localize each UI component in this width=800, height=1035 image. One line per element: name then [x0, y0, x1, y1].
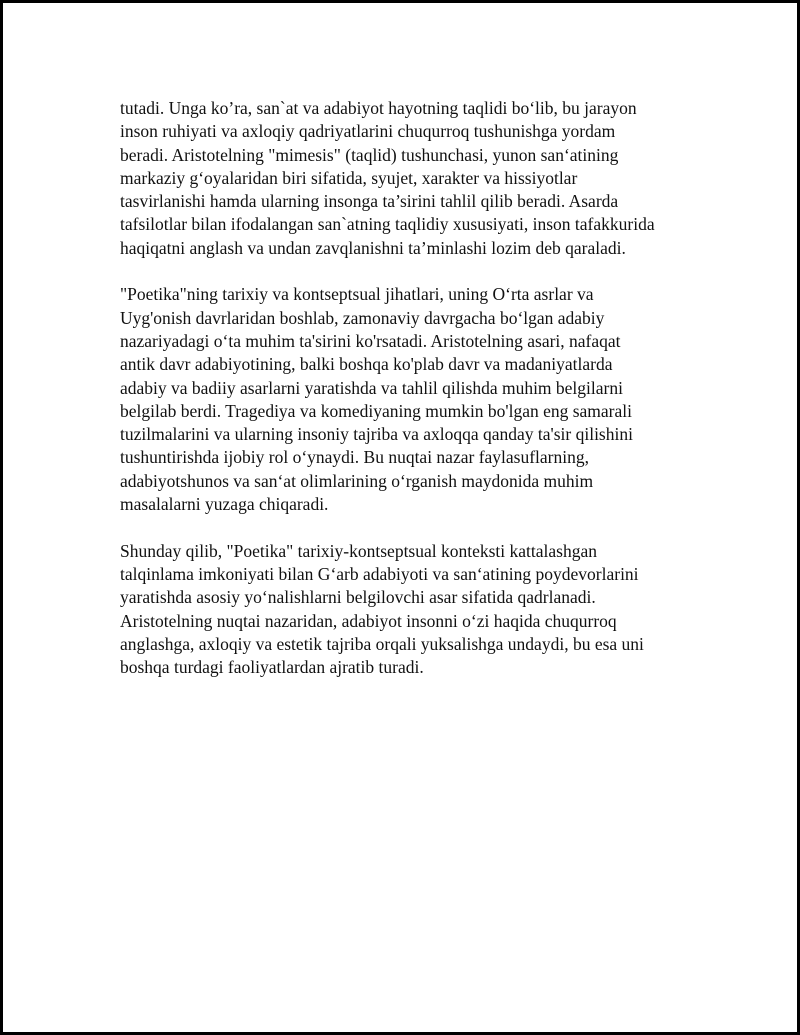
paragraph-1-line-1: tutadi. Unga ko’ra, san`at va adabiyot hayotning taqlidi boʻlib, bu jarayon — [120, 98, 637, 118]
paragraph-1 — [120, 97, 695, 260]
paragraph-3-line-1: Shunday qilib, "Poetika" tarixiy-kontseptsual konteksti kattalashgan — [120, 540, 597, 561]
paragraph-3 — [120, 540, 695, 680]
document-body — [120, 97, 695, 703]
paragraph-2 — [120, 283, 695, 516]
paragraph-2-line-10: masalalarni yuzaga chiqaradi. — [120, 494, 329, 515]
paragraph-3-line-5: anglashga, axloqiy va estetik tajriba orqali yuksalishga undaydi, bu esa uni — [120, 633, 644, 654]
paragraph-1-line-3: beradi. Aristotelning "mimesis" (taqlid) tushunchasi, yunon sanʻatining — [120, 144, 619, 165]
paragraph-2-line-2: Uyg'onish davrlaridan boshlab, zamonaviy davrgacha boʻlgan adabiy — [120, 307, 605, 328]
paragraph-2-line-7: tuzilmalarini va ularning insoniy tajriba va axloqqa qanday ta'sir qilishini — [120, 424, 633, 445]
paragraph-2-line-3: nazariyadagi oʻta muhim ta'sirini ko'rsatadi. Aristotelning asari, nafaqat — [120, 330, 621, 351]
paragraph-3-line-3: yaratishda asosiy yoʻnalishlarni belgilovchi asar sifatida qadrlanadi. — [120, 587, 596, 608]
paragraph-3-line-6: boshqa turdagi faoliyatlardan ajratib turadi. — [120, 657, 424, 678]
paragraph-2-line-8: tushuntirishda ijobiy rol oʻynaydi. Bu nuqtai nazar faylasuflarning, — [120, 447, 589, 468]
paragraph-2-line-1: "Poetika"ning tarixiy va kontseptsual jihatlari, uning Oʻrta asrlar va — [120, 284, 594, 305]
paragraph-2-line-9: adabiyotshunos va sanʻat olimlarining oʻrganish maydonida muhim — [120, 470, 594, 491]
paragraph-2-line-6: belgilab berdi. Tragediya va komediyaning mumkin bo'lgan eng samarali — [120, 400, 633, 421]
paragraph-1-line-2: inson ruhiyati va axloqiy qadriyatlarini chuqurroq tushunishga yordam — [120, 121, 616, 142]
paragraph-1-line-5: tasvirlanishi hamda ularning insonga ta’sirini tahlil qilib beradi. Asarda — [120, 191, 619, 212]
paragraph-1-line-6: tafsilotlar bilan ifodalangan san`atning taqlidiy xususiyati, inson tafakkurida — [120, 214, 655, 235]
paragraph-1-line-4: markaziy gʻoyalaridan biri sifatida, syujet, xarakter va hissiyotlar — [120, 167, 578, 188]
paragraph-2-line-4: antik davr adabiyotining, balki boshqa ko'plab davr va madaniyatlarda — [120, 354, 613, 375]
paragraph-1-line-7: haqiqatni anglash va undan zavqlanishni ta’minlashi lozim deb qaraladi. — [120, 237, 626, 258]
paragraph-2-line-5: adabiy va badiiy asarlarni yaratishda va tahlil qilishda muhim belgilarni — [120, 377, 623, 398]
paragraph-3-line-4: Aristotelning nuqtai nazaridan, adabiyot insonni oʻzi haqida chuqurroq — [120, 610, 617, 631]
paragraph-3-line-2: talqinlama imkoniyati bilan Gʻarb adabiyoti va sanʻatining poydevorlarini — [120, 563, 639, 584]
